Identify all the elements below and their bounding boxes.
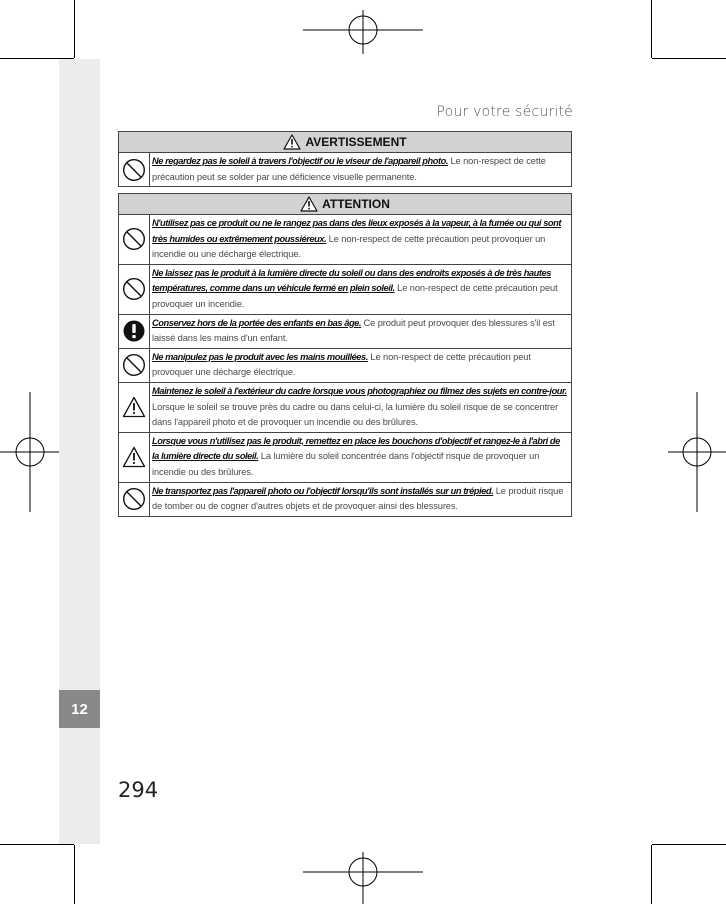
registration-mark-left <box>0 392 60 512</box>
list-item <box>119 265 571 315</box>
caution-box <box>118 193 572 517</box>
item-text <box>150 153 571 186</box>
warning-triangle-icon <box>283 134 301 150</box>
item-emphasis: Conservez hors de la portée des enfants en bas âge. <box>152 317 362 328</box>
item-text <box>150 433 571 482</box>
list-item <box>119 349 571 383</box>
list-item <box>119 215 571 265</box>
list-item <box>119 315 571 349</box>
item-emphasis: Ne laissez pas le produit à la lumière directe du soleil ou dans des endroits exposés à de très hautes températures, comme dans un véhicule fermé en plein soleil. <box>152 267 551 294</box>
crop-mark <box>74 845 75 904</box>
registration-mark-top <box>303 10 423 54</box>
item-description: Le non-respect de cette précaution peut se solder par une déficience visuelle permanente. <box>152 156 546 182</box>
prohibition-icon <box>119 349 150 382</box>
registration-mark-bottom <box>303 852 423 904</box>
prohibition-icon <box>119 153 150 186</box>
item-text <box>150 215 571 264</box>
page-header-title: Pour votre sécurité <box>436 104 573 120</box>
caution-title: ATTENTION <box>322 197 390 211</box>
registration-mark-right <box>668 392 726 512</box>
mandatory-action-icon <box>119 315 150 348</box>
item-description: Ce produit peut provoquer des blessures s'il est laissé dans les mains d'un enfant. <box>152 317 555 344</box>
item-description: Le non-respect de cette précaution peut provoquer un incendie. <box>152 283 558 309</box>
item-emphasis: Maintenez le soleil à l'extérieur du cadre lorsque vous photographiez ou filmez des sujets en contre-jour. <box>152 385 567 396</box>
caution-list <box>119 215 571 516</box>
item-description: Lorsque le soleil se trouve près du cadre ou dans celui-ci, la lumière du soleil risque de se concentrer dans l'appareil photo et de provoquer un incendie ou des brûlures. <box>152 401 559 428</box>
prohibition-icon <box>119 215 150 264</box>
crop-mark <box>0 844 74 845</box>
list-item <box>119 433 571 483</box>
item-description: La lumière du soleil concentrée dans l'objectif risque de provoquer un incendie ou des brûlures. <box>152 451 540 477</box>
prohibition-icon <box>119 483 150 516</box>
warning-triangle-icon <box>119 433 150 482</box>
page-number: 294 <box>118 778 159 802</box>
warning-triangle-icon <box>300 196 318 212</box>
list-item <box>119 153 571 186</box>
item-text <box>150 265 571 314</box>
item-text <box>150 383 571 432</box>
item-emphasis: Lorsque vous n'utilisez pas le produit, remettez en place les bouchons d'objectif et rangez-le à l'abri de la lumière directe du soleil. <box>152 435 560 462</box>
item-description: Le non-respect de cette précaution peut provoquer une décharge électrique. <box>152 351 531 378</box>
item-description: Le non-respect de cette précaution peut provoquer un incendie ou une décharge électrique. <box>152 233 546 260</box>
item-emphasis: N'utilisez pas ce produit ou ne le rangez pas dans des lieux exposés à la vapeur, à la fumée ou qui sont très humides ou extrêmement poussiéreux. <box>152 218 562 244</box>
item-emphasis: Ne manipulez pas le produit avec les mains mouillées. <box>152 351 368 362</box>
crop-mark <box>652 844 726 845</box>
caution-box-header <box>119 194 571 215</box>
crop-mark <box>651 0 652 58</box>
item-emphasis: Ne transportez pas l'appareil photo ou l'objectif lorsqu'ils sont installés sur un trépied. <box>152 485 494 496</box>
warning-list <box>119 153 571 186</box>
warning-title: AVERTISSEMENT <box>305 135 407 149</box>
crop-mark <box>651 845 652 904</box>
item-emphasis: Ne regardez pas le soleil à travers l'objectif ou le viseur de l'appareil photo. <box>152 156 448 166</box>
chapter-tab: 12 <box>59 690 100 728</box>
item-text <box>150 349 571 382</box>
crop-mark <box>652 58 726 59</box>
list-item <box>119 383 571 433</box>
prohibition-icon <box>119 265 150 314</box>
warning-triangle-icon <box>119 383 150 432</box>
item-text <box>150 483 571 516</box>
crop-mark <box>74 0 75 58</box>
item-description: Le produit risque de tomber ou de cogner d'autres objets et de provoquer ainsi des blessures. <box>152 485 564 512</box>
warning-box <box>118 131 572 187</box>
warning-box-header <box>119 132 571 153</box>
list-item <box>119 483 571 516</box>
item-text <box>150 315 571 348</box>
